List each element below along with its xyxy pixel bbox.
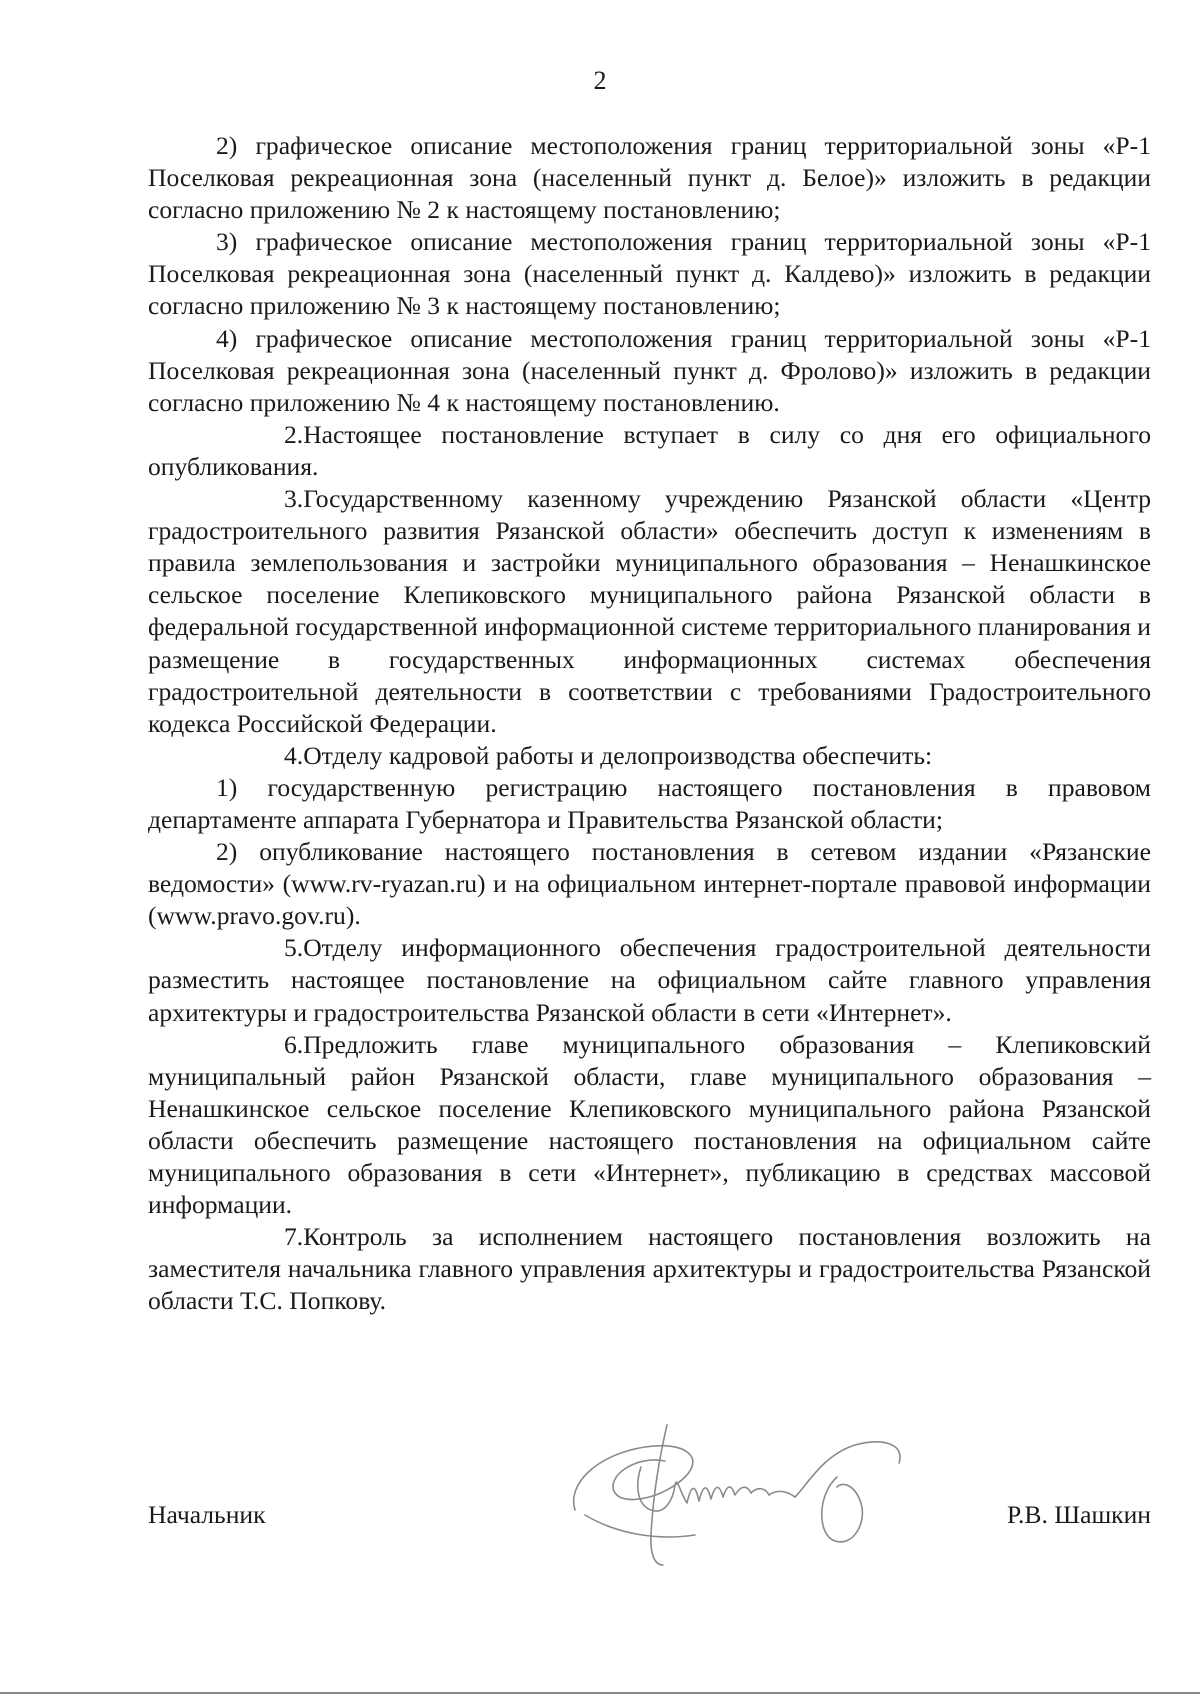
paragraph-text: 4) графическое описание местоположения границ территориальной зоны «Р-1 Поселковая рекреационная зона (населенный пункт д. Фролово)» изложить в редакции согласно приложению № 4 к настоящему постановлению. [148, 323, 1151, 417]
page-number: 2 [593, 66, 607, 95]
paragraph-website-posting [148, 932, 1151, 1028]
signatory-name: Р.В. Шашкин [1006, 1500, 1151, 1529]
paragraph-text: 2) графическое описание местоположения границ территориальной зоны «Р-1 Поселковая рекреационная зона (населенный пункт д. Белое)» изложить в редакции согласно приложению № 2 к настоящему постановлению; [148, 131, 1151, 225]
paragraph-number: 6. [284, 1029, 304, 1059]
paragraph-text: Отделу информационного обеспечения градостроительной деятельности разместить настоящее постановление на официальном сайте главного управления архитектуры и градостроительства Рязанской области в сети «Интернет». [148, 933, 1151, 1027]
scan-edge-line [0, 1692, 1200, 1694]
paragraph-zone-frolovo [148, 323, 1151, 419]
paragraph-text: 2) опубликование настоящего постановления в сетевом издании «Рязанские ведомости» (www.rv-ryazan.ru) и на официальном интернет-портале правовой информации (www.pravo.gov.ru). [148, 837, 1151, 931]
paragraph-municipal-heads [148, 1029, 1151, 1222]
paragraph-number: 2. [284, 419, 304, 449]
paragraph-text: Предложить главе муниципального образования – Клепиковский муниципальный район Рязанской области, главе муниципального образования – Ненашкинское сельское поселение Клепиковского муниципального района Рязанской области обеспечить размещение настоящего постановления на официальном сайте муниципального образования в сети «Интернет», публикацию в средствах массовой информации. [148, 1029, 1151, 1220]
paragraph-zone-kaldevo [148, 226, 1151, 322]
paragraph-text: Отделу кадровой работы и делопроизводства обеспечить: [303, 740, 933, 770]
paragraph-text: Государственному казенному учреждению Рязанской области «Центр градостроительного развития Рязанской области» обеспечить доступ к изменениям в правила землепользования и застройки муниципального образования – Ненашкинское сельское поселение Клепиковского муниципального района Рязанской области в федеральной государственной информационной системе территориального планирования и размещение в государственных информационных системах обеспечения градостроительной деятельности в соответствии с требованиями Градостроительного кодекса Российской Федерации. [148, 484, 1151, 738]
paragraph-number: 4. [284, 740, 304, 770]
paragraph-text: Контроль за исполнением настоящего постановления возложить на заместителя начальника главного управления архитектуры и градостроительства Рязанской области Т.С. Попкову. [148, 1222, 1151, 1316]
paragraph-control [148, 1221, 1151, 1317]
signatory-title: Начальник [148, 1500, 266, 1529]
paragraph-hr-department [148, 740, 1151, 772]
paragraph-access-provision [148, 483, 1151, 740]
paragraph-text: Настоящее постановление вступает в силу со дня его официального опубликования. [148, 419, 1151, 481]
paragraph-number: 3. [284, 484, 304, 514]
document-body [148, 130, 1151, 1317]
paragraph-text: 3) графическое описание местоположения границ территориальной зоны «Р-1 Поселковая рекреационная зона (населенный пункт д. Калдево)» изложить в редакции согласно приложению № 3 к настоящему постановлению; [148, 227, 1151, 321]
paragraph-registration [148, 772, 1151, 836]
paragraph-zone-beloe [148, 130, 1151, 226]
handwritten-signature [555, 1415, 955, 1575]
paragraph-publication [148, 836, 1151, 932]
paragraph-number: 7. [284, 1222, 304, 1252]
paragraph-effective-date [148, 419, 1151, 483]
paragraph-text: 1) государственную регистрацию настоящего постановления в правовом департаменте аппарата Губернатора и Правительства Рязанской области; [148, 772, 1151, 834]
paragraph-number: 5. [284, 933, 304, 963]
